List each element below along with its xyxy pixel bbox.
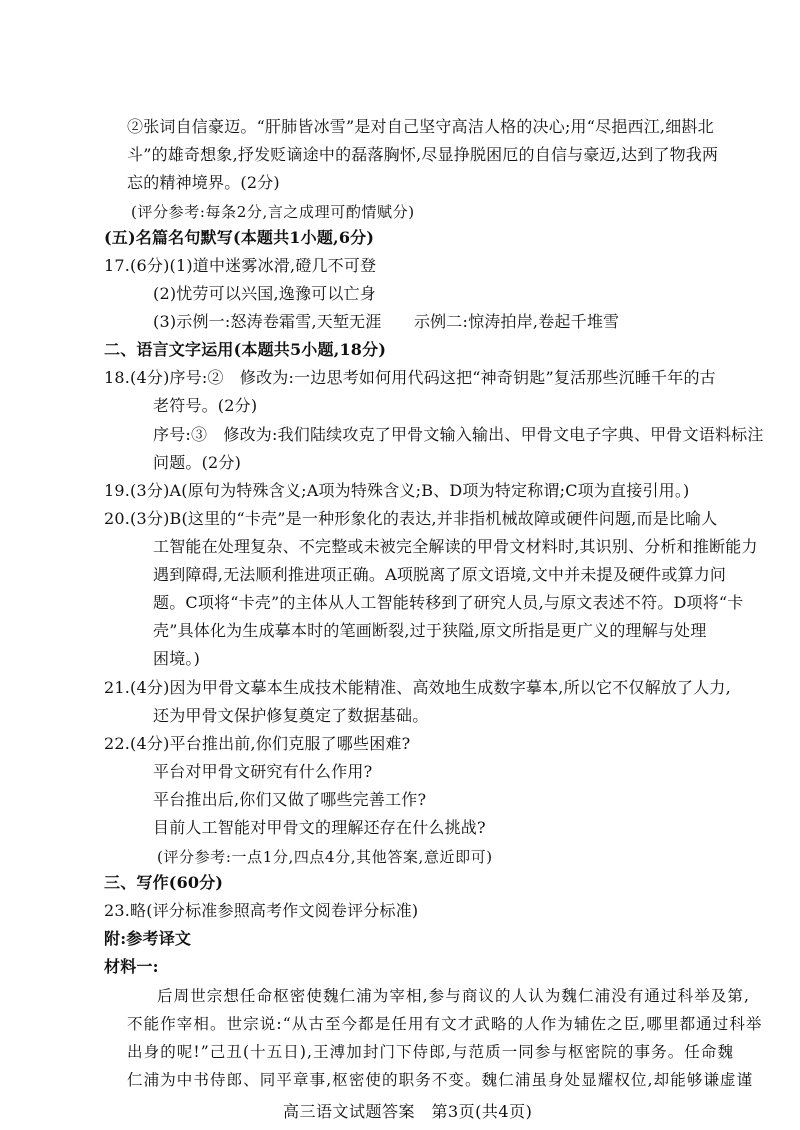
text-line: 序号:③ 修改为:我们陆续攻克了甲骨文输入输出、甲骨文电子字典、甲骨文语料标注	[153, 425, 764, 444]
text-line: 问题。(2分)	[153, 453, 242, 472]
scoring-note: (评分参考:每条2分,言之成理可酌情赋分)	[131, 203, 415, 221]
text-line: 斗”的雄奇想象,抒发贬谪途中的磊落胸怀,尽显挣脱困厄的自信与豪迈,达到了物我两	[127, 145, 719, 164]
scoring-note: (评分参考:一点1分,四点4分,其他答案,意近即可)	[157, 848, 493, 866]
answer-18: 18.(4分)序号:② 修改为:一边思考如何用代码这把“神奇钥匙”复活那些沉睡千年的古	[104, 368, 716, 387]
text-line: ②张词自信豪迈。“肝肺皆冰雪”是对自己坚守高洁人格的决心;用“尽挹西江,细斟北	[127, 117, 714, 136]
text-line: 平台对甲骨文研究有什么作用?	[153, 762, 373, 781]
section-heading: 三、写作(60分)	[104, 873, 224, 892]
appendix-heading: 附:参考译文	[104, 929, 192, 948]
text-line: 工智能在处理复杂、不完整或未被完全解读的甲骨文材料时,其识别、分析和推断能力	[153, 537, 758, 556]
answer-17: 17.(6分)(1)道中迷雾冰滑,磴几不可登	[104, 256, 377, 275]
answer-19: 19.(3分)A(原句为特殊含义;A项为特殊含义;B、D项为特定称谓;C项为直接引用。)	[104, 481, 690, 500]
text-line: 遇到障碍,无法顺利推进项正确。A项脱离了原文语境,文中并未提及硬件或算力问	[153, 565, 727, 584]
text-line: 壳”具体化为生成摹本时的笔画断裂,过于狭隘,原文所指是更广义的理解与处理	[153, 621, 707, 640]
text-line: 困境。)	[153, 649, 201, 668]
answer-22: 22.(4分)平台推出前,你们克服了哪些困难?	[104, 734, 411, 753]
material-heading: 材料一:	[104, 957, 159, 976]
text-line: (3)示例一:怒涛卷霜雪,天堑无涯 示例二:惊涛拍岸,卷起千堆雪	[153, 312, 620, 331]
text-line: 题。C项将“卡壳”的主体从人工智能转移到了研究人员,与原文表述不符。D项将“卡	[153, 593, 744, 612]
section-heading: 二、语言文字运用(本题共5小题,18分)	[104, 340, 387, 359]
text-line: 老符号。(2分)	[153, 396, 258, 415]
answer-23: 23.略(评分标准参照高考作文阅卷评分标准)	[104, 901, 419, 920]
text-line: 平台推出后,你们又做了哪些完善工作?	[153, 790, 427, 809]
answer-21: 21.(4分)因为甲骨文摹本生成技术能精准、高效地生成数字摹本,所以它不仅解放了人力,	[104, 678, 731, 697]
answer-20: 20.(3分)B(这里的“卡壳”是一种形象化的表达,并非指机械故障或硬件问题,而是比喻人	[104, 509, 718, 528]
translation-line: 仁浦为中书侍郎、同平章事,枢密使的职务不变。魏仁浦虽身处显耀权位,却能够谦虚谨	[127, 1071, 754, 1089]
translation-line: 后周世宗想任命枢密使魏仁浦为宰相,参与商议的人认为魏仁浦没有通过科举及第,	[157, 987, 751, 1005]
section-heading: (五)名篇名句默写(本题共1小题,6分)	[104, 228, 375, 247]
page-footer: 高三语文试题答案 第3页(共4页)	[283, 1102, 533, 1121]
text-line: 忘的精神境界。(2分)	[127, 173, 280, 192]
text-line: 还为甲骨文保护修复奠定了数据基础。	[153, 706, 429, 725]
translation-line: 不能作宰相。世宗说:“从古至今都是任用有文才武略的人作为辅佐之臣,哪里都通过科举	[127, 1015, 763, 1033]
translation-line: 出身的呢!”己丑(十五日),王溥加封门下侍郎,与范质一同参与枢密院的事务。任命魏	[127, 1043, 735, 1061]
text-line: (2)忧劳可以兴国,逸豫可以亡身	[153, 284, 376, 303]
text-line: 目前人工智能对甲骨文的理解还存在什么挑战?	[153, 818, 486, 837]
